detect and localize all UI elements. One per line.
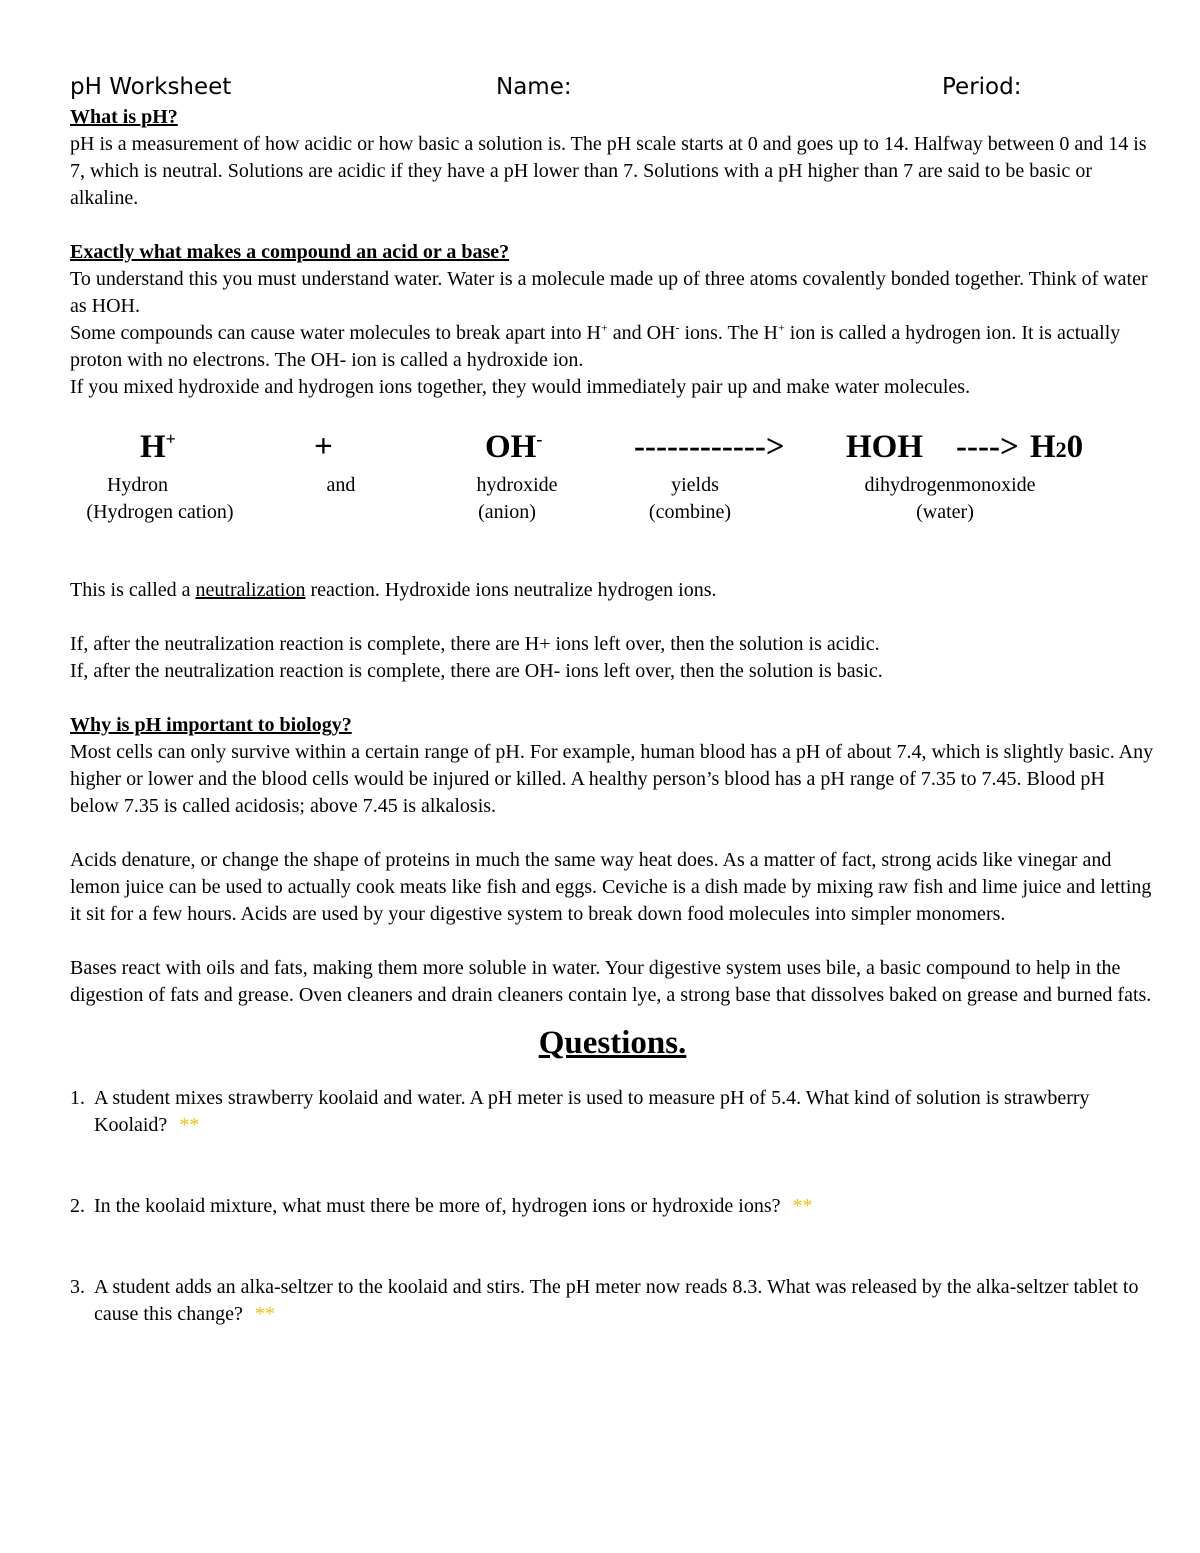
question-2 bbox=[70, 1193, 1155, 1220]
question-number: 2. bbox=[70, 1195, 85, 1217]
yields-label: yields bbox=[671, 474, 719, 496]
biology-paragraph-3: Bases react with oils and fats, making them more soluble in water. Your digestive system uses bile, a basic compound to help in the digestion of fats and grease. Oven cleaners and drain cleaners contain lye, a strong base that dissolves baked on grease and burned fats. bbox=[70, 957, 1152, 1006]
water-symbol: HOH bbox=[846, 429, 924, 465]
what-is-ph-body: pH is a measurement of how acidic or how basic a solution is. The pH scale starts at 0 and goes up to 14. Halfway between 0 and 14 is 7, which is neutral. Solutions are acidic if they have a pH lower than 7. Solutions with a pH higher than 7 are said to be basic or alkaline. bbox=[70, 133, 1147, 209]
acid-base-paragraph-2: Some compounds can cause water molecules to break apart into H+ and OH- ions. The H+ ion is called a hydrogen ion. It is actually proton with no electrons. The OH- ion is called a hydroxide ion. bbox=[70, 320, 1121, 371]
yields-sublabel: (combine) bbox=[648, 501, 732, 523]
question-text: A student mixes strawberry koolaid and water. A pH meter is used to measure pH of 5.4. What kind of solution is strawberry Koolaid? bbox=[94, 1087, 1090, 1136]
plus-symbol: + bbox=[314, 429, 333, 465]
water-arrow: ----> bbox=[956, 429, 1019, 465]
biology-paragraph-2: Acids denature, or change the shape of proteins in much the same way heat does. As a matter of fact, strong acids like vinegar and lemon juice can be used to actually cook meats like fish and eggs. Ceviche is a dish made by mixing raw fish and lime juice and letting it sit for a few hours. Acids are used by your digestive system to break down food molecules into simpler monomers. bbox=[70, 849, 1152, 925]
hydron-label: Hydron bbox=[106, 474, 169, 496]
question-1 bbox=[70, 1085, 1155, 1139]
worksheet-header bbox=[70, 70, 1155, 104]
yields-arrow: ------------> bbox=[634, 429, 785, 465]
biology-paragraph-1: Most cells can only survive within a certain range of pH. For example, human blood has a pH of about 7.4, which is slightly basic. Any higher or lower and the blood cells would be injured or killed. A healthy person’s blood has a pH range of 7.35 to 7.45. Blood pH below 7.35 is called acidosis; above 7.45 is alkalosis. bbox=[70, 741, 1154, 817]
neutralization-term: neutralization bbox=[195, 579, 306, 601]
neutralization-definition: This is called a neutralization reaction. Hydroxide ions neutralize hydrogen ions. bbox=[70, 579, 717, 601]
worksheet-title: pH Worksheet bbox=[70, 74, 232, 100]
question-number: 3. bbox=[70, 1276, 85, 1298]
water-sublabel: (water) bbox=[916, 501, 974, 523]
neutralization-basic-line: If, after the neutralization reaction is complete, there are OH- ions left over, then the solution is basic. bbox=[70, 660, 883, 682]
acid-base-paragraph-1: To understand this you must understand water. Water is a molecule made up of three atoms covalently bonded together. Think of water as HOH. bbox=[70, 268, 1148, 317]
star-marker: ** bbox=[792, 1195, 813, 1217]
acid-base-paragraph-3: If you mixed hydroxide and hydrogen ions together, they would immediately pair up and make water molecules. bbox=[70, 376, 971, 398]
star-marker: ** bbox=[254, 1303, 275, 1325]
water-label: dihydrogenmonoxide bbox=[864, 474, 1036, 496]
neutralization-equation bbox=[70, 427, 1155, 529]
water-formula: H20 bbox=[1030, 429, 1084, 465]
question-number: 1. bbox=[70, 1087, 85, 1109]
hydroxide-label: hydroxide bbox=[476, 474, 558, 496]
worksheet-page bbox=[70, 70, 1155, 1328]
star-marker: ** bbox=[179, 1114, 200, 1136]
hydroxide-symbol: OH- bbox=[485, 429, 543, 465]
name-label: Name: bbox=[496, 74, 572, 100]
hydron-sublabel: (Hydrogen cation) bbox=[86, 501, 234, 523]
question-text: A student adds an alka-seltzer to the koolaid and stirs. The pH meter now reads 8.3. What was released by the alka-seltzer tablet to cause this change? bbox=[94, 1276, 1139, 1325]
period-label: Period: bbox=[942, 74, 1022, 100]
what-is-ph-heading: What is pH? bbox=[70, 106, 178, 128]
hydroxide-sublabel: (anion) bbox=[478, 501, 536, 523]
hydron-symbol: H+ bbox=[140, 429, 176, 465]
biology-heading: Why is pH important to biology? bbox=[70, 714, 352, 736]
question-3 bbox=[70, 1274, 1155, 1328]
neutralization-acidic-line: If, after the neutralization reaction is complete, there are H+ ions left over, then the solution is acidic. bbox=[70, 633, 880, 655]
and-label: and bbox=[326, 474, 356, 496]
questions-title: Questions. bbox=[538, 1025, 687, 1061]
acid-base-heading: Exactly what makes a compound an acid or a base? bbox=[70, 241, 510, 263]
question-text: In the koolaid mixture, what must there be more of, hydrogen ions or hydroxide ions? bbox=[94, 1195, 781, 1217]
